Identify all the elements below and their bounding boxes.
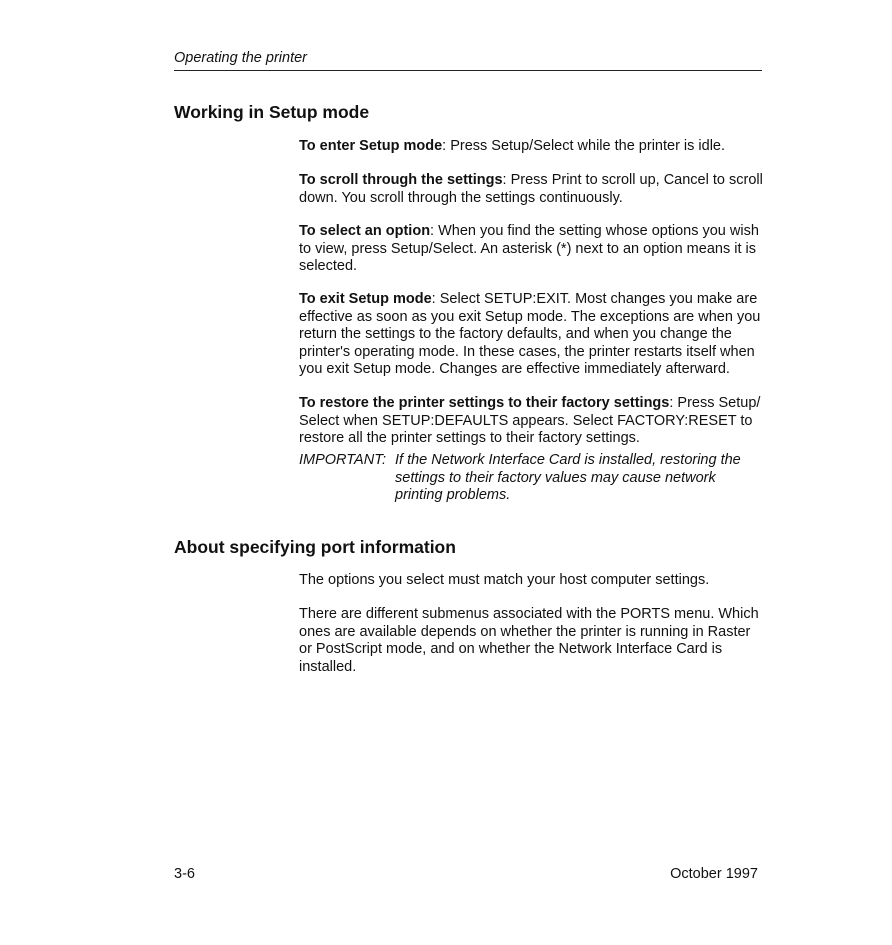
paragraph-ports-submenus bbox=[299, 606, 765, 676]
section-heading-setup-mode: Working in Setup mode bbox=[174, 102, 370, 122]
paragraph-exit-setup bbox=[299, 291, 765, 379]
important-text: If the Network Interface Card is installed, restoring the settings to their factory values may cause network printing problems. bbox=[395, 452, 741, 503]
paragraph-options-match bbox=[299, 572, 765, 590]
paragraph-enter-setup bbox=[299, 138, 765, 156]
paragraph-text: : Press Setup/ Select when SETUP:DEFAULTS appears. Select FACTORY:RESET to restore all the printer settings to their factory settings. bbox=[299, 395, 761, 446]
paragraph-text: The options you select must match your host computer settings. bbox=[299, 572, 710, 588]
paragraph-select-option bbox=[299, 223, 765, 276]
paragraph-lead: To scroll through the settings bbox=[299, 172, 503, 188]
running-header bbox=[174, 48, 762, 71]
footer-date: October 1997 bbox=[670, 866, 758, 882]
paragraph-lead: To select an option bbox=[299, 223, 431, 239]
paragraph-text: : When you find the setting whose options you wish to view, press Setup/Select. An asterisk (*) next to an option means it is selected. bbox=[299, 223, 759, 274]
paragraph-text: There are different submenus associated with the PORTS menu. Which ones are available depends on whether the printer is running in Raster or PostScript mode, and on whether the Network Interface Card is installed. bbox=[299, 606, 759, 675]
paragraph-restore-factory bbox=[299, 395, 765, 448]
paragraph-lead: To exit Setup mode bbox=[299, 291, 432, 307]
paragraph-scroll-settings bbox=[299, 172, 765, 207]
section-heading-port-info: About specifying port information bbox=[174, 537, 456, 557]
paragraph-text: : Select SETUP:EXIT. Most changes you make are effective as soon as you exit Setup mode. The exceptions are when you return the settings to the factory defaults, and when you change the printer's operating mode. In these cases, the printer restarts itself when you exit Setup mode. Changes are effective immediately afterward. bbox=[299, 291, 761, 377]
paragraph-lead: To enter Setup mode bbox=[299, 138, 443, 154]
paragraph-text: : Press Setup/Select while the printer is idle. bbox=[442, 138, 726, 154]
running-header-title: Operating the printer bbox=[174, 50, 307, 66]
important-note bbox=[299, 452, 765, 505]
paragraph-lead: To restore the printer settings to their factory settings bbox=[299, 395, 670, 411]
paragraph-text: : Press Print to scroll up, Cancel to scroll down. You scroll through the settings continuously. bbox=[299, 172, 763, 206]
page-number: 3-6 bbox=[174, 866, 195, 882]
important-label: IMPORTANT: bbox=[299, 452, 386, 468]
